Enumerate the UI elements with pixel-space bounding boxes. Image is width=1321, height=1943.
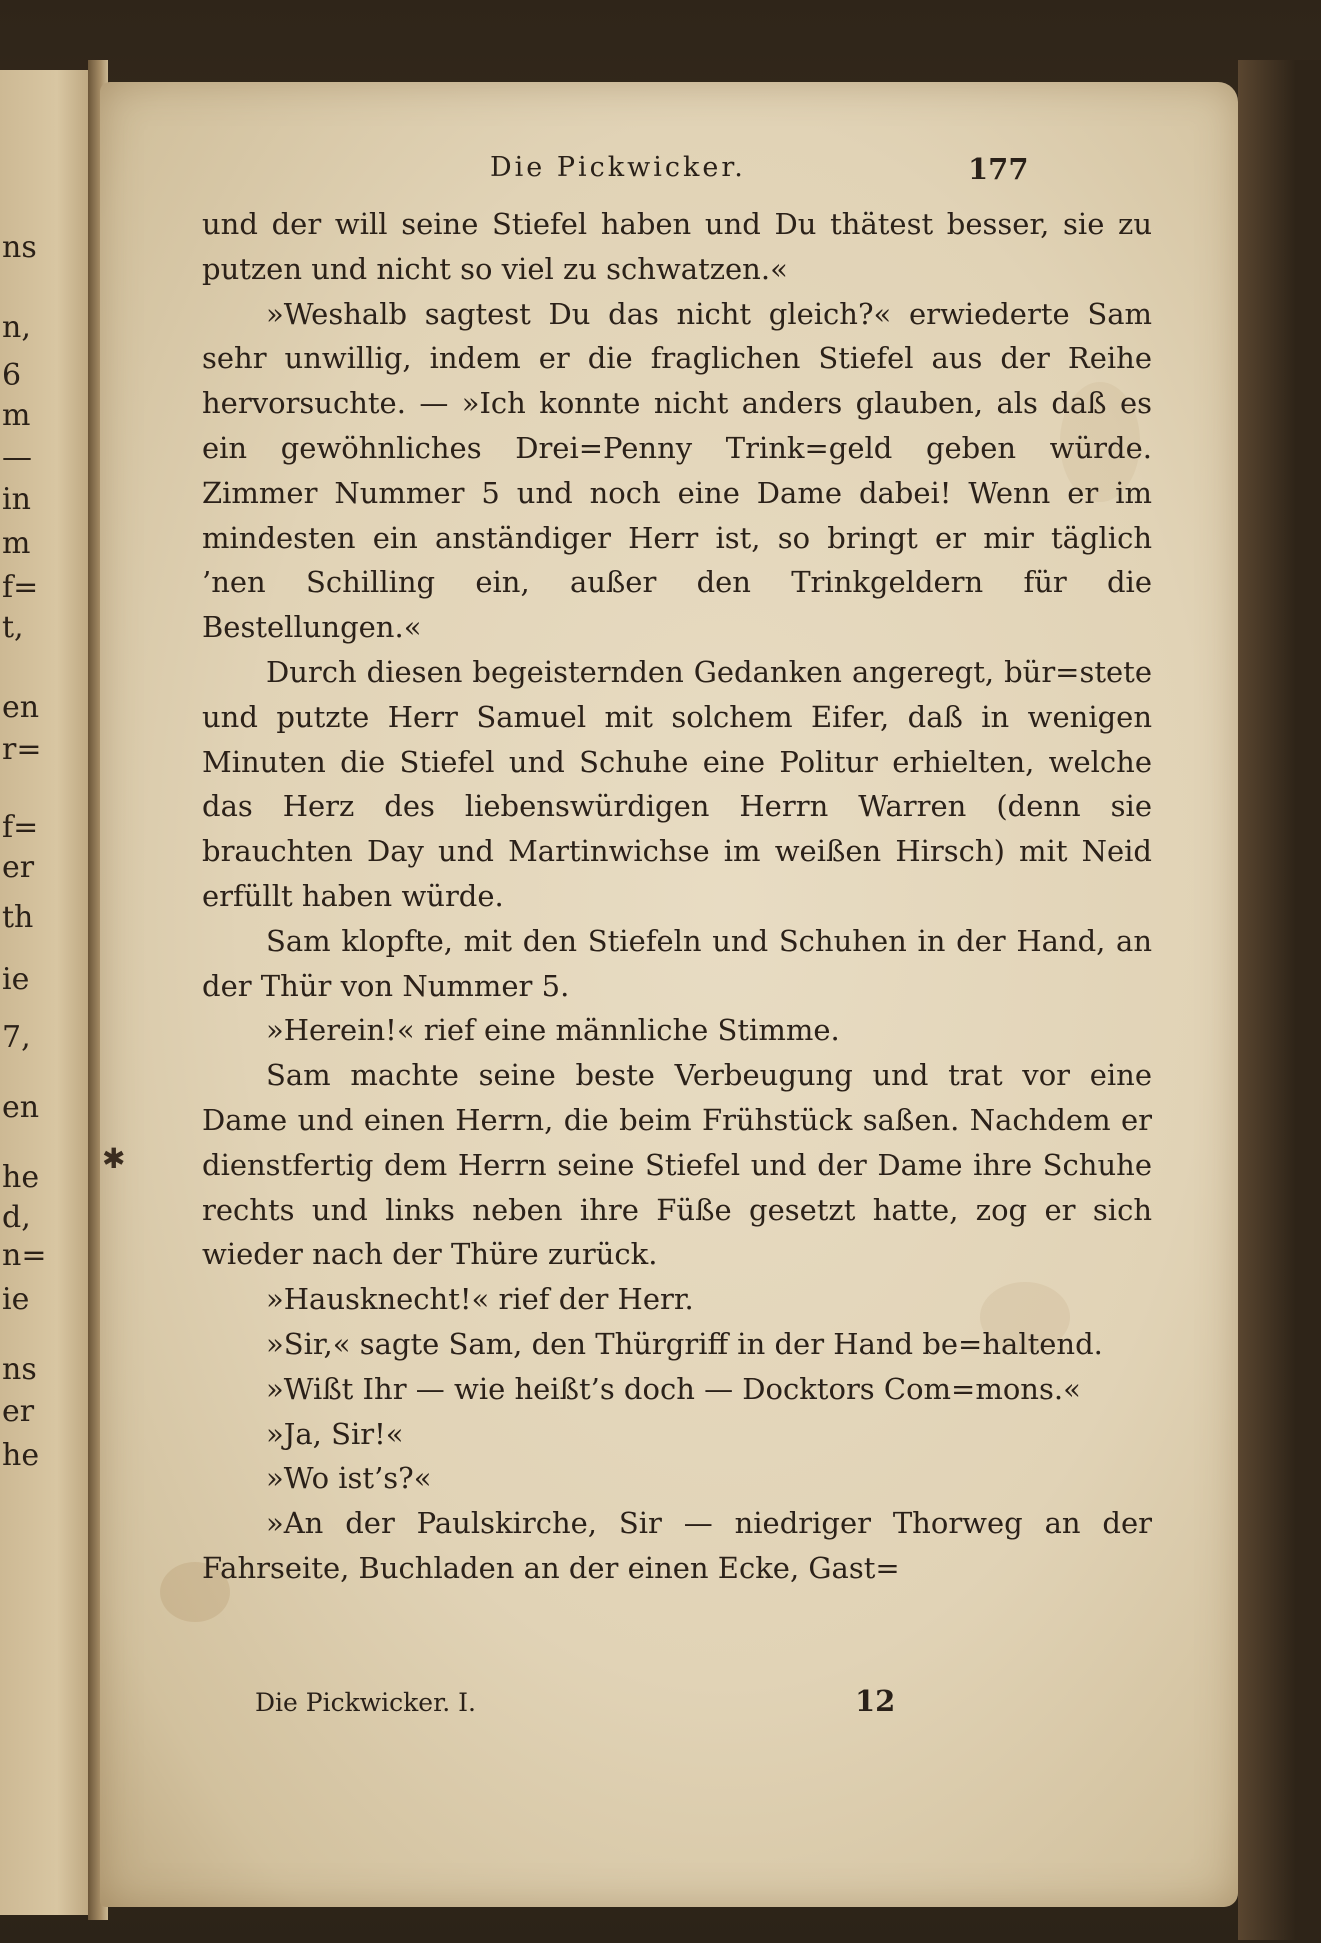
page-number: 177 <box>968 152 1029 186</box>
page-footer <box>100 1684 1238 1728</box>
paragraph: »Sir,« sagte Sam, den Thürgriff in der Hand be=haltend. <box>266 1326 1103 1361</box>
left-page-fragment: f= <box>2 570 39 605</box>
left-page-fragment: n, <box>2 310 31 345</box>
book-cover-edge <box>1238 60 1321 1940</box>
left-page-fragment: ns <box>2 1352 37 1387</box>
left-page-fragment: er <box>2 1394 35 1429</box>
left-page-fragment: in <box>2 482 31 517</box>
left-page-fragment: he <box>2 1438 40 1473</box>
page-body <box>202 202 1152 1591</box>
paragraph: »Hausknecht!« rief der Herr. <box>266 1282 694 1317</box>
left-page-fragment: t, <box>2 610 24 645</box>
left-page-fragment: n= <box>2 1238 47 1273</box>
left-page-fragment: 6 <box>2 358 22 393</box>
left-page-fragment: m <box>2 526 31 561</box>
left-page-fragment: r= <box>2 732 42 767</box>
page-header <box>100 152 1238 192</box>
paragraph: Durch diesen begeisternden Gedanken angeregt, bür=stete und putzte Herr Samuel mit solchem Eifer, daß in wenigen Minuten die Stiefel und Schuhe eine Politur erhielten, welche das Herz des liebenswürdigen Herrn Warren (denn sie brauchten Day und Martinwichse im weißen Hirsch) mit Neid erfüllt haben würde. <box>202 654 1152 913</box>
left-page-fragment: m <box>2 398 31 433</box>
paragraph: »Weshalb sagtest Du das nicht gleich?« erwiederte Sam sehr unwillig, indem er die fraglichen Stiefel aus der Reihe hervorsuchte. — »Ich konnte nicht anders glauben, als daß es ein gewöhnliches Drei=Penny Trink=geld geben würde. Zimmer Nummer 5 und noch eine Dame dabei! Wenn er im mindesten ein anständiger Herr ist, so bringt er mir täglich ’nen Schilling ein, außer den Trinkgeldern für die Bestellungen.« <box>202 296 1152 645</box>
left-page-fragment: d, <box>2 1200 31 1235</box>
left-page-fragment: er <box>2 850 35 885</box>
left-page-fragment: th <box>2 900 34 935</box>
footer-signature: Die Pickwicker. I. <box>255 1688 477 1717</box>
left-page-fragment: ie <box>2 962 30 997</box>
paragraph: und der will seine Stiefel haben und Du thätest besser, sie zu putzen und nicht so viel zu schwatzen.« <box>202 207 1152 286</box>
left-page-fragment: ns <box>2 230 37 265</box>
paragraph: Sam klopfte, mit den Stiefeln und Schuhen in der Hand, an der Thür von Nummer 5. <box>202 923 1152 1003</box>
left-page-fragment: he <box>2 1160 40 1195</box>
paragraph: »An der Paulskirche, Sir — niedriger Thorweg an der Fahrseite, Buchladen an der einen Ecke, Gast= <box>202 1506 1152 1585</box>
left-page-fragment: — <box>2 440 32 475</box>
footer-signature-number: 12 <box>855 1684 896 1718</box>
left-page-fragment: f= <box>2 810 39 845</box>
left-page-fragment: en <box>2 1090 40 1125</box>
ink-blot-mark: ✱ <box>102 1142 126 1175</box>
left-page-fragment: en <box>2 690 40 725</box>
paragraph: »Wißt Ihr — wie heißt’s doch — Docktors Com=mons.« <box>266 1371 1081 1406</box>
paragraph: »Wo ist’s?« <box>266 1461 432 1496</box>
book-page <box>100 82 1238 1907</box>
paragraph: »Ja, Sir!« <box>266 1416 404 1451</box>
paragraph: »Herein!« rief eine männliche Stimme. <box>266 1013 840 1048</box>
left-page-edge <box>0 70 95 1915</box>
running-title: Die Pickwicker. <box>490 152 746 183</box>
left-page-fragment: ie <box>2 1282 30 1317</box>
paragraph: Sam machte seine beste Verbeugung und trat vor eine Dame und einen Herrn, die beim Frühstück saßen. Nachdem er dienstfertig dem Herrn seine Stiefel und der Dame ihre Schuhe rechts und links neben ihre Füße gesetzt hatte, zog er sich wieder nach der Thüre zurück. <box>202 1058 1152 1272</box>
left-page-fragment: 7, <box>2 1020 31 1055</box>
